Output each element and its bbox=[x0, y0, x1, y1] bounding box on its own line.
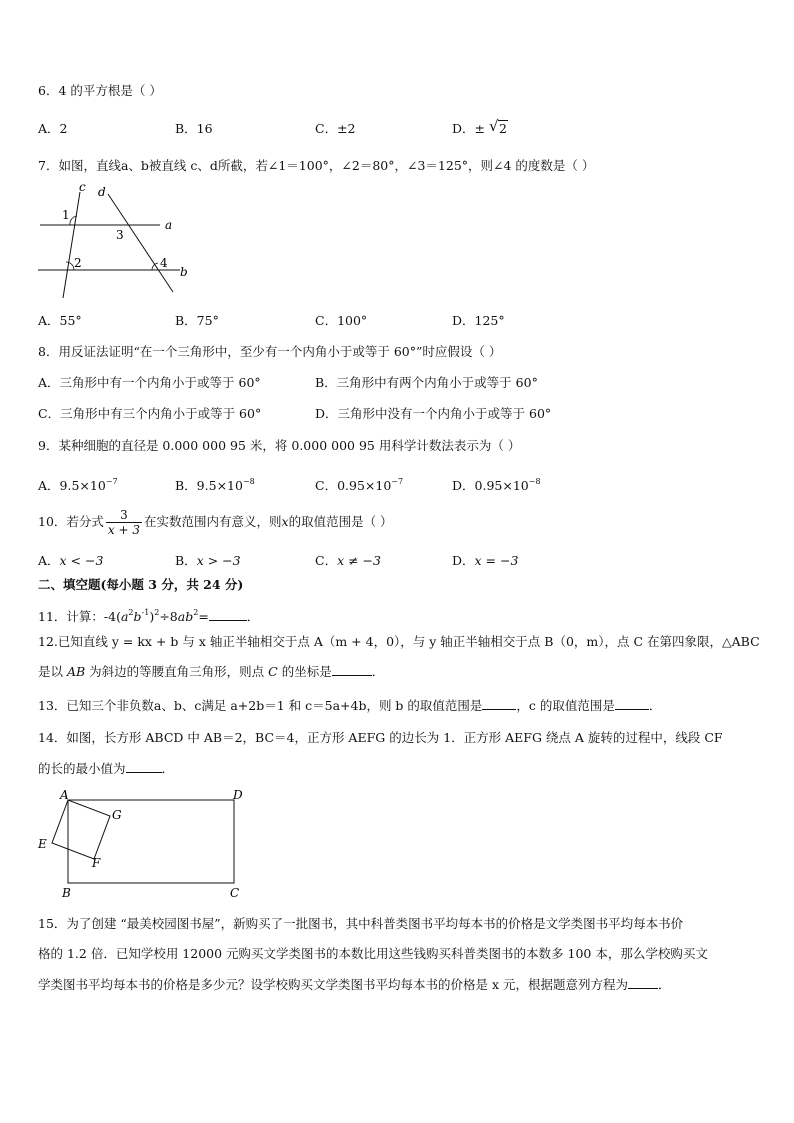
q11-ab: ab bbox=[177, 609, 194, 624]
q9-option-c bbox=[315, 473, 403, 495]
label-D: D bbox=[233, 788, 243, 802]
q15-line-2: 格的 1.2 倍．已知学校用 12000 元购买文学类图书的本数比用这些钱购买科普类图书的本数多 100 本，那么学校购买文 bbox=[38, 946, 708, 961]
q14-answer-blank[interactable] bbox=[126, 760, 162, 773]
q7-option-c: C．100° bbox=[315, 313, 368, 328]
q10-denominator: x + 3 bbox=[107, 523, 140, 537]
q9-option-a bbox=[38, 473, 118, 495]
q15-answer-blank[interactable] bbox=[628, 976, 658, 989]
q10-a-label: A． bbox=[38, 553, 60, 568]
q15-line-1: 15．为了创建 “最美校园图书屋”，新购买了一批图书，其中科普类图书平均每本书的价格是文学类图书平均每本书价 bbox=[38, 916, 684, 931]
q11-e3: 2 bbox=[154, 608, 160, 617]
q13-end: ． bbox=[648, 698, 662, 713]
q11-eq: = bbox=[198, 609, 209, 624]
q9-option-d bbox=[452, 473, 541, 495]
q9-c-exp: −7 bbox=[391, 477, 404, 486]
q13-text-1: 13．已知三个非负数a、b、c满足 a+2b＝1 和 c＝5a+4b，则 b 的取值范围是 bbox=[38, 698, 483, 713]
label-angle-3: 3 bbox=[116, 228, 124, 242]
q8-option-a: A．三角形中有一个内角小于或等于 60° bbox=[38, 375, 261, 390]
label-C: C bbox=[230, 886, 240, 900]
q10-suffix-1: 在实数范围内有意义，则 bbox=[144, 514, 282, 529]
q14-text: 的长的最小值为 bbox=[38, 761, 126, 776]
label-G: G bbox=[112, 808, 122, 822]
q9-a-base: A．9.5×10 bbox=[38, 478, 106, 493]
q12-c: C bbox=[268, 664, 278, 679]
q9-b-exp: −8 bbox=[242, 477, 255, 486]
label-B: B bbox=[62, 886, 71, 900]
q11-a: a bbox=[120, 609, 129, 624]
q7-figure bbox=[30, 180, 200, 305]
q11-e4: 2 bbox=[193, 608, 199, 617]
q7-option-d: D．125° bbox=[452, 313, 505, 328]
q13-answer-blank-c[interactable] bbox=[615, 697, 649, 710]
q9-d-base: D．0.95×10 bbox=[452, 478, 529, 493]
q14-end: ． bbox=[161, 761, 175, 776]
q10-prefix: 10．若分式 bbox=[38, 514, 104, 529]
q11-b: b bbox=[133, 609, 142, 624]
q10-b-math: x > −3 bbox=[196, 553, 241, 568]
q14-line-1: 14．如图，长方形 ABCD 中 AB＝2，BC＝4，正方形 AEFG 的边长为 1．正方形 AEFG 绕点 A 旋转的过程中，线段 CF bbox=[38, 730, 723, 745]
q6-option-a: A．2 bbox=[38, 121, 68, 136]
q15-text: 学类图书平均每本书的价格是多少元？设学校购买文学类图书平均每本书的价格是 x 元，根据题意列方程为 bbox=[38, 977, 628, 992]
q13-answer-blank-b[interactable] bbox=[482, 697, 516, 710]
q8-option-b: B．三角形中有两个内角小于或等于 60° bbox=[315, 375, 538, 390]
q13-text-2: ，c 的取值范围是 bbox=[516, 698, 615, 713]
q11-answer-blank[interactable] bbox=[209, 608, 247, 621]
q13-stem bbox=[38, 697, 661, 715]
q6-stem: 6．4 的平方根是（ ） bbox=[38, 83, 162, 98]
label-angle-1: 1 bbox=[62, 208, 70, 222]
rectangle-abcd bbox=[68, 800, 234, 883]
q12-line-2 bbox=[38, 663, 384, 681]
q14-line-2 bbox=[38, 760, 174, 778]
q11-end: ． bbox=[246, 609, 260, 624]
line-d bbox=[108, 194, 173, 292]
q11-stem bbox=[38, 604, 259, 626]
q10-numerator: 3 bbox=[106, 508, 142, 523]
label-d: d bbox=[98, 185, 106, 199]
q10-var: x bbox=[281, 514, 289, 529]
sqrt-symbol: √ 2 bbox=[488, 117, 507, 136]
q12-text-d: 的坐标是 bbox=[277, 664, 332, 679]
q11-e2: -1 bbox=[141, 608, 150, 617]
q15-end: ． bbox=[658, 977, 671, 992]
q10-d-math: x = −3 bbox=[474, 553, 519, 568]
q10-option-c bbox=[315, 552, 381, 570]
q6-radicand: 2 bbox=[498, 121, 507, 136]
q10-suffix-2: 的取值范围是（ ） bbox=[288, 514, 393, 529]
q6-option-b: B．16 bbox=[175, 121, 213, 136]
square-aefg bbox=[52, 800, 110, 859]
q12-text-b: 为斜边的等腰直角三角形，则点 bbox=[85, 664, 269, 679]
q12-ab: AB bbox=[66, 664, 86, 679]
q12-answer-blank[interactable] bbox=[332, 663, 372, 676]
q8-option-d: D．三角形中没有一个内角小于或等于 60° bbox=[315, 406, 552, 421]
q7-stem: 7．如图，直线a、b被直线 c、d所截，若∠1＝100°，∠2＝80°，∠3＝125°，则∠4 的度数是（ ） bbox=[38, 158, 595, 173]
q11-div: ÷8 bbox=[159, 609, 178, 624]
q11-e1: 2 bbox=[128, 608, 134, 617]
section-2-heading: 二、填空题(每小题 3 分，共 24 分) bbox=[38, 577, 244, 592]
label-angle-4: 4 bbox=[160, 256, 168, 270]
q6-option-c: C．±2 bbox=[315, 121, 356, 136]
q10-c-math: x ≠ −3 bbox=[337, 553, 381, 568]
q12-line-1: 12.已知直线 y = kx + b 与 x 轴正半轴相交于点 A（m + 4，0），与 y 轴正半轴相交于点 B（0，m），点 C 在第四象限，△ABC bbox=[38, 634, 760, 649]
q10-fraction bbox=[106, 508, 142, 537]
label-F: F bbox=[92, 856, 101, 870]
q9-d-exp: −8 bbox=[528, 477, 541, 486]
label-c: c bbox=[79, 180, 86, 194]
q15-line-3 bbox=[38, 976, 671, 994]
q10-b-label: B． bbox=[175, 553, 197, 568]
label-E: E bbox=[38, 837, 47, 851]
q6-option-d-prefix: D．± bbox=[452, 121, 485, 136]
q11-prefix: 11．计算：-4( bbox=[38, 609, 121, 624]
q7-option-a: A．55° bbox=[38, 313, 82, 328]
q10-option-a bbox=[38, 552, 103, 570]
q9-b-base: B．9.5×10 bbox=[175, 478, 243, 493]
q10-a-math: x < −3 bbox=[59, 553, 104, 568]
q8-stem: 8．用反证法证明“在一个三角形中，至少有一个内角小于或等于 60°”时应假设（ ） bbox=[38, 344, 502, 359]
q7-option-b: B．75° bbox=[175, 313, 219, 328]
q10-stem bbox=[38, 505, 393, 539]
q14-figure bbox=[30, 785, 255, 905]
q9-option-b bbox=[175, 473, 255, 495]
q6-option-d bbox=[452, 117, 508, 138]
q12-text-a: 是以 bbox=[38, 664, 67, 679]
q11-mid: ) bbox=[149, 609, 155, 624]
q10-option-d bbox=[452, 552, 518, 570]
q9-a-exp: −7 bbox=[105, 477, 118, 486]
q8-option-c: C．三角形中有三个内角小于或等于 60° bbox=[38, 406, 262, 421]
q9-stem: 9．某种细胞的直径是 0.000 000 95 米，将 0.000 000 95 用科学计数法表示为（ ） bbox=[38, 438, 521, 453]
label-a: a bbox=[165, 218, 173, 232]
q12-end: ． bbox=[371, 664, 385, 679]
label-angle-2: 2 bbox=[74, 256, 82, 270]
q9-c-base: C．0.95×10 bbox=[315, 478, 392, 493]
q10-c-label: C． bbox=[315, 553, 338, 568]
q10-d-label: D． bbox=[452, 553, 475, 568]
label-A: A bbox=[60, 788, 69, 802]
label-b: b bbox=[180, 265, 188, 279]
angle-4-arc bbox=[152, 263, 158, 270]
q10-option-b bbox=[175, 552, 241, 570]
